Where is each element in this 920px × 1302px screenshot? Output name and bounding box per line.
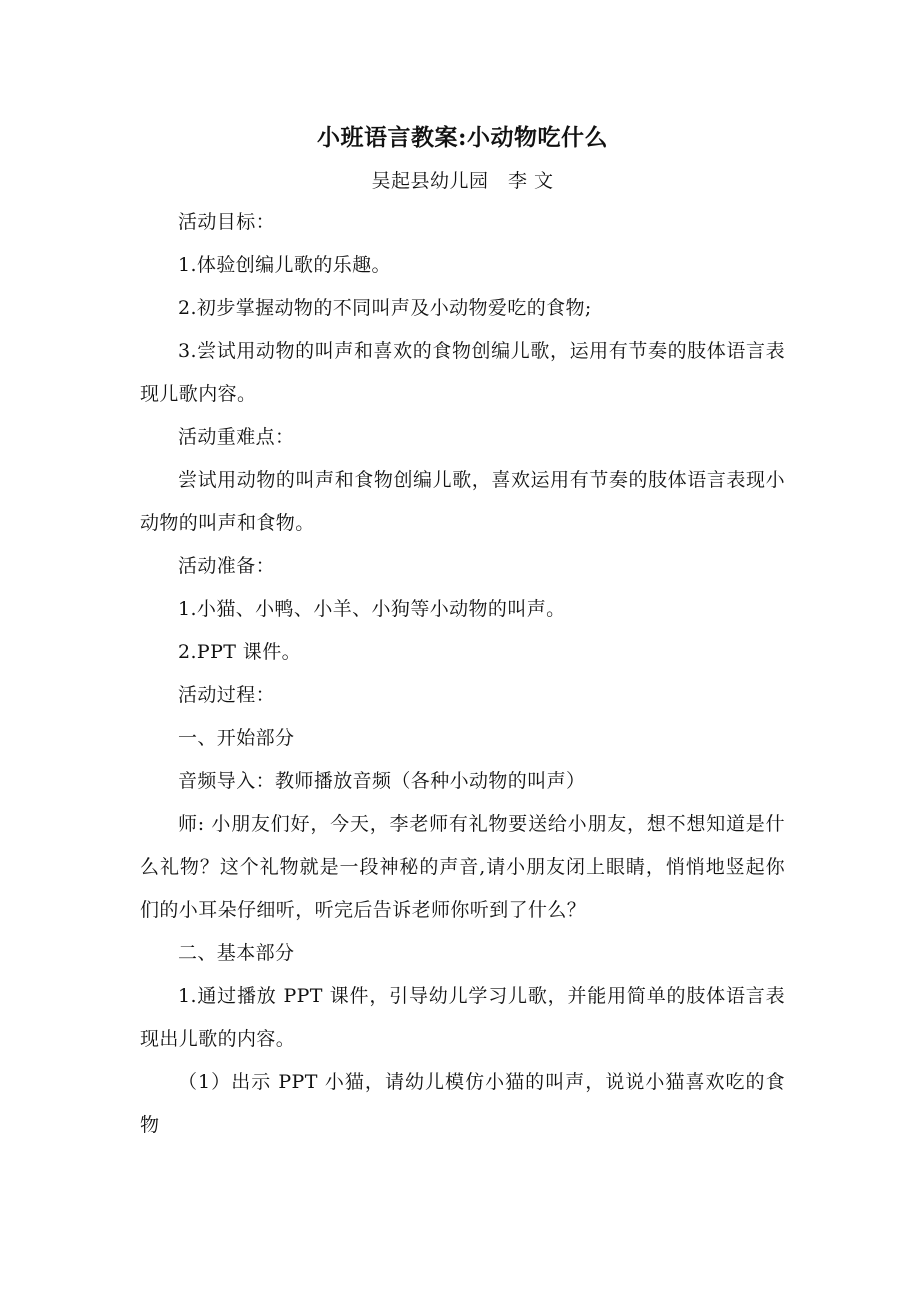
heading-process: 活动过程： xyxy=(178,684,276,706)
heading-preparation: 活动准备： xyxy=(178,555,276,577)
body-text xyxy=(140,201,785,1147)
objective-1: 1.体验创编儿歌的乐趣。 xyxy=(178,254,391,276)
heading-objectives: 活动目标： xyxy=(178,211,276,233)
document-content xyxy=(140,118,785,1147)
section-basic: 二、基本部分 xyxy=(178,942,295,964)
basic-step-1: 1.通过播放 PPT 课件，引导幼儿学习儿歌，并能用简单的肢体语言表现出儿歌的内容。 xyxy=(140,985,785,1050)
preparation-1: 1.小猫、小鸭、小羊、小狗等小动物的叫声。 xyxy=(178,598,566,620)
preparation-2: 2.PPT 课件。 xyxy=(178,641,302,663)
basic-step-1-sub-1: （1）出示 PPT 小猫，请幼儿模仿小猫的叫声，说说小猫喜欢吃的食物 xyxy=(140,1071,785,1136)
teacher-speech: 师: 小朋友们好，今天，李老师有礼物要送给小朋友，想不想知道是什么礼物？这个礼物就是一段神秘的声音,请小朋友闭上眼睛，悄悄地竖起你们的小耳朵仔细听，听完后告诉老师你听到了什么？ xyxy=(140,813,785,921)
key-points-text: 尝试用动物的叫声和食物创编儿歌，喜欢运用有节奏的肢体语言表现小动物的叫声和食物。 xyxy=(140,469,785,534)
heading-key-points: 活动重难点： xyxy=(178,426,295,448)
document-title: 小班语言教案:小动物吃什么 xyxy=(317,124,608,151)
objective-3: 3.尝试用动物的叫声和喜欢的食物创编儿歌，运用有节奏的肢体语言表现儿歌内容。 xyxy=(140,340,785,405)
audio-intro: 音频导入：教师播放音频（各种小动物的叫声） xyxy=(178,770,586,792)
section-opening: 一、开始部分 xyxy=(178,727,295,749)
objective-2: 2.初步掌握动物的不同叫声及小动物爱吃的食物; xyxy=(178,297,592,319)
author-line: 吴起县幼儿园 李 文 xyxy=(371,170,554,192)
